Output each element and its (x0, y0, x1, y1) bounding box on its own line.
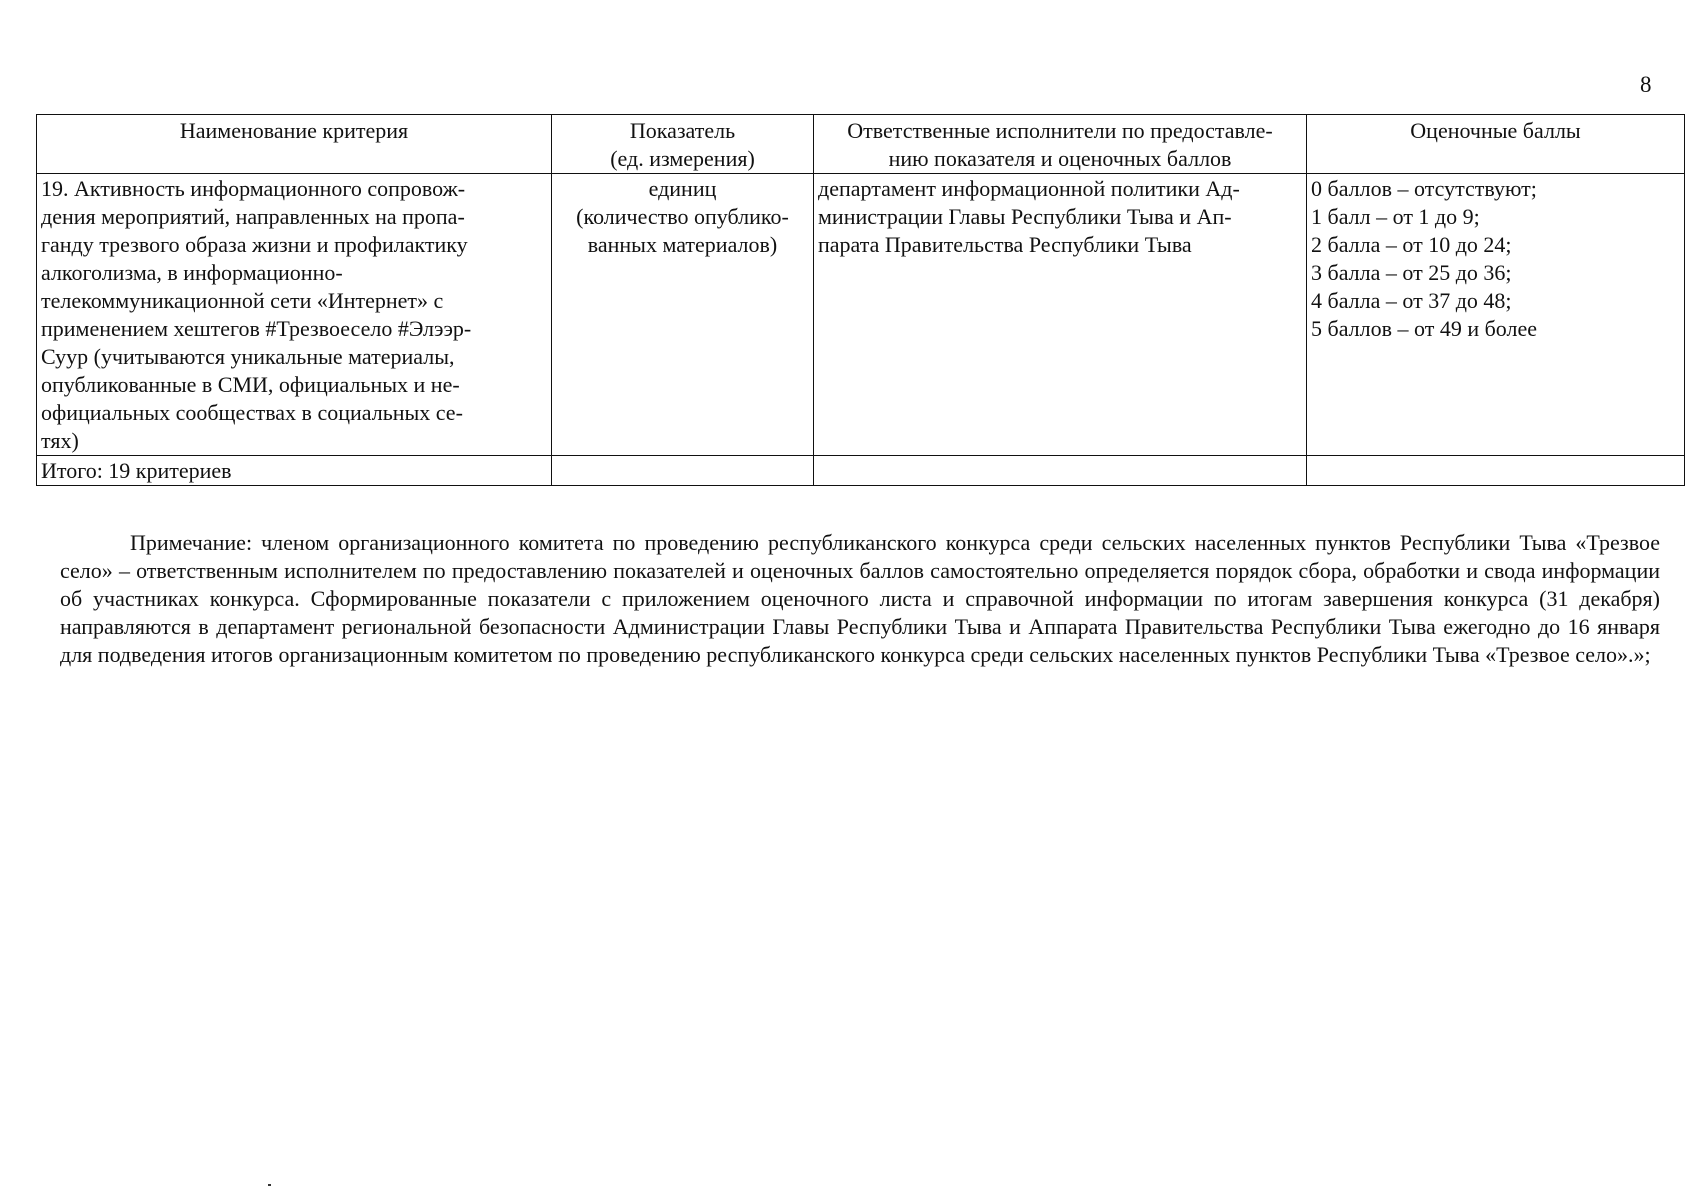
header-indicator (552, 115, 814, 174)
scan-artifact (268, 1184, 271, 1186)
header-executors-line2: нию показателя и оценочных баллов (888, 146, 1232, 171)
total-indicator-cell (552, 456, 814, 486)
header-executors-line1: Ответственные исполнители по предоставле- (847, 118, 1273, 143)
total-scores-cell (1307, 456, 1685, 486)
criterion-cell: 19. Активность информационного сопровож- дения мероприятий, направленных на пропа- ганду трезвого образа жизни и профилактику алкоголизма, в информационно- телекоммуникационной сети «Интернет» с применением хештегов #Трезвоесело #Элээр- Суур (учитываются уникальные материалы, опубликованные в СМИ, официальных и не- официальных сообществах в социальных се- тях) (37, 174, 552, 456)
header-executors (814, 115, 1307, 174)
table-total-row (37, 456, 1685, 486)
indicator-cell: единиц (количество опублико- ванных материалов) (552, 174, 814, 456)
header-indicator-line2: (ед. измерения) (610, 146, 755, 171)
header-indicator-line1: Показатель (629, 118, 736, 143)
table-row (37, 174, 1685, 456)
note-paragraph: Примечание: членом организационного комитета по проведению республиканского конкурса среди сельских населенных пунктов Республики Тыва «Трезвое село» – ответственным исполнителем по предоставлению показателей и оценочных баллов самостоятельно определяется порядок сбора, обработки и свода информации об участниках конкурса. Сформированные показатели с приложением оценочного листа и справочной информации по итогам завершения конкурса (31 декабря) направляются в департамент региональной безопасности Администрации Главы Республики Тыва и Аппарата Правительства Республики Тыва ежегодно до 16 января для подведения итогов организационным комитетом по проведению республиканского конкурса среди сельских населенных пунктов Республики Тыва «Трезвое село».»; (60, 530, 1660, 667)
page-number: 8 (1640, 72, 1652, 97)
total-executors-cell (814, 456, 1307, 486)
header-scores: Оценочные баллы (1307, 115, 1685, 174)
table-header-row (37, 115, 1685, 174)
total-label-cell: Итого: 19 критериев (37, 456, 552, 486)
criteria-table (36, 114, 1685, 486)
executors-cell: департамент информационной политики Ад- министрации Главы Республики Тыва и Ап- парата Правительства Республики Тыва (814, 174, 1307, 456)
scores-cell: 0 баллов – отсутствуют; 1 балл – от 1 до 9; 2 балла – от 10 до 24; 3 балла – от 25 до 36; 4 балла – от 37 до 48; 5 баллов – от 49 и более (1307, 174, 1685, 456)
header-criterion-name: Наименование критерия (37, 115, 552, 174)
